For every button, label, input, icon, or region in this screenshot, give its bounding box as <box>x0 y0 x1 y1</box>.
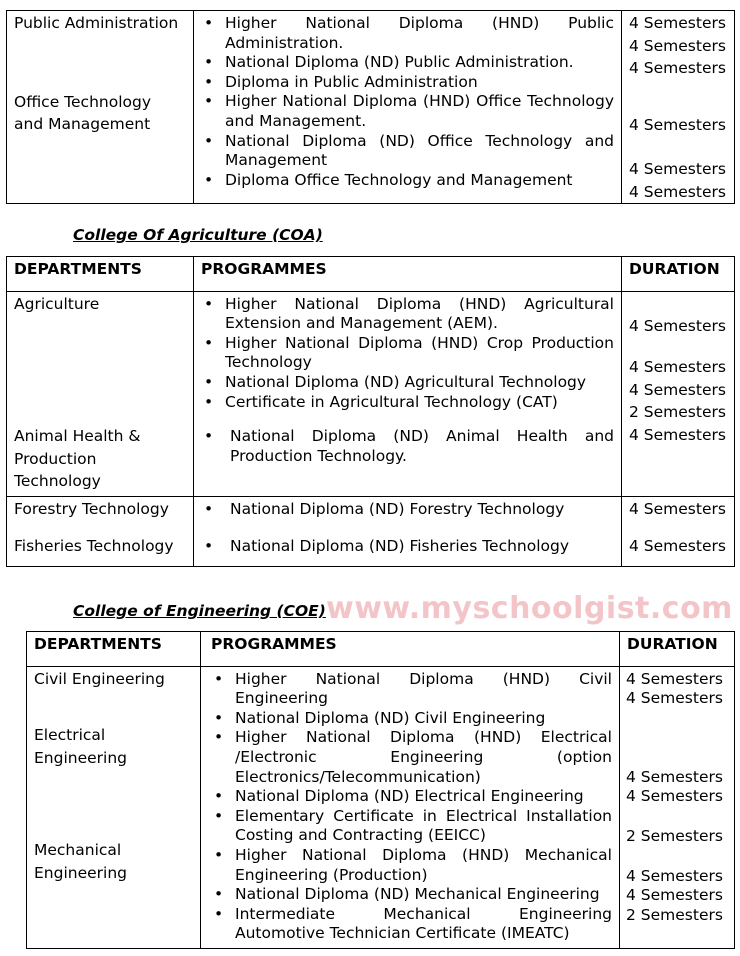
duration-value: 4 Semesters <box>629 36 726 55</box>
programme-item: • National Diploma (ND) Agricultural Technology <box>201 373 614 393</box>
department-name: Electrical <box>34 726 106 745</box>
duration-value: 4 Semesters <box>629 499 726 518</box>
table-row <box>7 496 735 566</box>
duration-value: 4 Semesters <box>629 316 726 335</box>
department-name: Fisheries Technology <box>14 536 174 555</box>
programme-list <box>201 500 614 556</box>
programme-item: • Elementary Certificate in Electrical Installation Costing and Contracting (EEICC) <box>211 807 612 846</box>
programme-item: • Diploma in Public Administration <box>201 73 614 93</box>
department-name: and Management <box>14 115 151 134</box>
programme-item: • National Diploma (ND) Civil Engineering <box>211 709 612 729</box>
header-duration: DURATION <box>622 257 735 292</box>
programme-item: • Higher National Diploma (HND) Electrical /Electronic Engineering (option Electronics/Telecommunication) <box>211 728 612 787</box>
duration-value: 4 Semesters <box>629 425 726 444</box>
table-header-row <box>7 257 735 292</box>
programme-item: • Higher National Diploma (HND) Public Administration. <box>201 14 614 53</box>
duration-value: 2 Semesters <box>626 905 723 924</box>
duration-value: 4 Semesters <box>626 669 723 688</box>
department-cell <box>7 291 194 496</box>
duration-value: 2 Semesters <box>626 826 723 845</box>
duration-value: 4 Semesters <box>629 14 726 32</box>
programme-item: • National Diploma (ND) Animal Health and Production Technology. <box>201 427 614 466</box>
programme-list <box>201 427 614 466</box>
programme-item: • National Diploma (ND) Office Technology and Management <box>201 132 614 171</box>
duration-value: 4 Semesters <box>626 886 723 905</box>
header-departments: DEPARTMENTS <box>7 257 194 292</box>
department-name: Technology <box>14 472 101 491</box>
duration-value: 4 Semesters <box>626 689 723 708</box>
table-row <box>7 11 735 204</box>
department-name: Forestry Technology <box>14 499 169 518</box>
section-title-coa: College Of Agriculture (COA) <box>73 226 323 244</box>
table-coe <box>26 631 735 949</box>
table-coa <box>6 256 735 567</box>
duration-cell <box>622 291 735 496</box>
header-programmes: PROGRAMMES <box>194 257 622 292</box>
duration-value: 4 Semesters <box>629 160 726 179</box>
table-continued <box>6 10 735 204</box>
header-programmes: PROGRAMMES <box>201 632 620 667</box>
programmes-cell <box>201 666 620 948</box>
programme-item: • National Diploma (ND) Forestry Technology <box>201 500 614 520</box>
duration-value: 4 Semesters <box>626 767 723 786</box>
department-cell <box>7 496 194 566</box>
department-name: Production <box>14 449 97 468</box>
section-title-coe: College of Engineering (COE) <box>73 602 326 620</box>
programme-item: • Higher National Diploma (HND) Crop Production Technology <box>201 334 614 373</box>
department-name: Engineering <box>34 748 127 767</box>
duration-cell <box>620 666 735 948</box>
programme-item: • Higher National Diploma (HND) Mechanical Engineering (Production) <box>211 846 612 885</box>
duration-value: 4 Semesters <box>629 115 726 134</box>
programme-list <box>201 14 614 190</box>
duration-value: 4 Semesters <box>629 380 726 399</box>
programme-item: • Intermediate Mechanical Engineering Automotive Technician Certificate (IMEATC) <box>211 905 612 944</box>
header-departments: DEPARTMENTS <box>27 632 201 667</box>
programme-item: • National Diploma (ND) Fisheries Technology <box>201 537 614 557</box>
department-name: Office Technology <box>14 92 151 111</box>
programme-list <box>201 295 614 413</box>
programme-item: • National Diploma (ND) Electrical Engineering <box>211 787 612 807</box>
duration-value: 4 Semesters <box>629 358 726 377</box>
programme-item: • Higher National Diploma (HND) Office Technology and Management. <box>201 92 614 131</box>
programme-item: • Certificate in Agricultural Technology (CAT) <box>201 393 614 413</box>
department-name: Civil Engineering <box>34 669 165 688</box>
duration-value: 4 Semesters <box>626 866 723 885</box>
department-name: Agriculture <box>14 294 100 313</box>
department-name: Animal Health & <box>14 427 141 446</box>
duration-cell <box>622 496 735 566</box>
programme-item: • Higher National Diploma (HND) Civil Engineering <box>211 670 612 709</box>
department-name: Mechanical <box>34 841 122 860</box>
department-cell <box>27 666 201 948</box>
watermark: www.myschoolgist.com <box>326 591 733 626</box>
programmes-cell <box>194 11 622 204</box>
programmes-cell <box>194 291 622 496</box>
programme-item: • Higher National Diploma (HND) Agricultural Extension and Management (AEM). <box>201 295 614 334</box>
duration-value: 2 Semesters <box>629 403 726 422</box>
table-header-row <box>27 632 735 667</box>
programmes-cell <box>194 496 622 566</box>
programme-item: • National Diploma (ND) Public Administration. <box>201 53 614 73</box>
duration-value: 4 Semesters <box>629 59 726 78</box>
duration-value: 4 Semesters <box>626 787 723 806</box>
table-row <box>7 291 735 496</box>
department-cell <box>7 11 194 204</box>
header-duration: DURATION <box>620 632 735 667</box>
table-row <box>27 666 735 948</box>
programme-item: • Diploma Office Technology and Management <box>201 171 614 191</box>
programme-list <box>211 670 612 944</box>
programme-item: • National Diploma (ND) Mechanical Engineering <box>211 885 612 905</box>
department-name: Public Administration <box>14 14 179 32</box>
duration-cell <box>622 11 735 204</box>
department-name: Engineering <box>34 863 127 882</box>
duration-value: 4 Semesters <box>629 182 726 201</box>
duration-value: 4 Semesters <box>629 536 726 555</box>
